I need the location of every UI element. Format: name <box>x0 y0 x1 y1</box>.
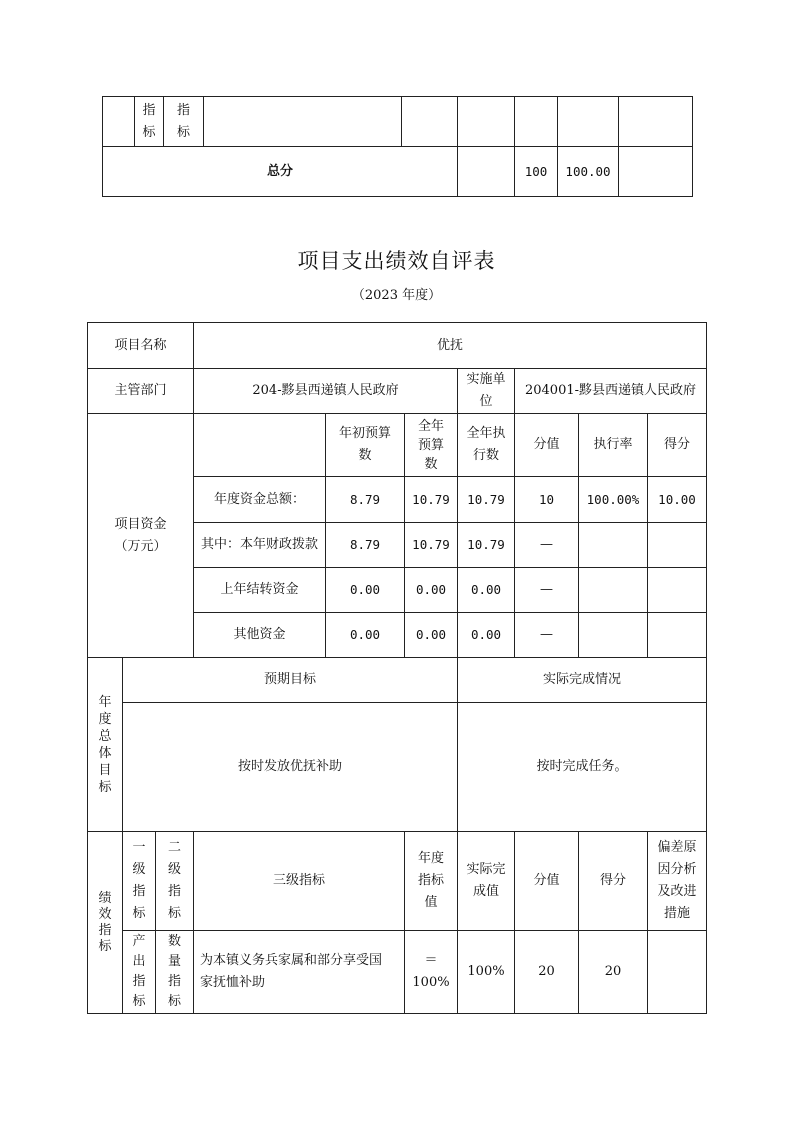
perf-indicator: 为本镇义务兵家属和部分享受国 家抚恤补助 <box>200 953 383 990</box>
fund-annual: 10.79 <box>412 491 450 507</box>
page-title: 项目支出绩效自评表 <box>297 249 496 273</box>
fund-executed: 0.00 <box>470 582 502 597</box>
project-name-value: 优抚 <box>436 337 463 353</box>
perf-deviation <box>648 931 706 1013</box>
total-score: 100.00 <box>565 163 611 179</box>
fund-rate <box>579 613 647 657</box>
perf-score-header: 得分 <box>599 873 626 888</box>
weight-header: 分值 <box>533 437 560 452</box>
fund-rate <box>579 568 647 612</box>
fund-rate <box>579 523 647 567</box>
exec-rate-header: 执行率 <box>593 437 633 452</box>
fund-weight: — <box>540 582 553 597</box>
fund-row-label: 年度资金总额： <box>213 491 305 507</box>
deviation-header: 偏差原 因分析 及改进 措施 <box>657 840 697 921</box>
fund-weight: — <box>540 627 553 642</box>
fund-initial: 0.00 <box>349 582 381 597</box>
initial-budget-header: 年初预算 数 <box>338 426 391 463</box>
annual-goal-label: 年 度 总 体 目 标 <box>98 694 112 795</box>
fund-weight: 10 <box>538 491 555 507</box>
score-header: 得分 <box>663 437 690 452</box>
expected-goal-header: 预期目标 <box>263 672 316 687</box>
expected-goal-text: 按时发放优抚补助 <box>237 759 342 774</box>
fund-score <box>648 613 706 657</box>
page-subtitle: （2023 年度） <box>351 288 442 303</box>
fund-score <box>648 568 706 612</box>
fund-executed: 10.79 <box>467 537 505 552</box>
perf-target: ＝ 100% <box>412 953 450 990</box>
fund-score: 10.00 <box>658 491 696 507</box>
fund-executed: 10.79 <box>467 491 505 507</box>
impl-unit-value: 204001-黟县西递镇人民政府 <box>524 383 697 398</box>
actual-result-text: 按时完成任务。 <box>536 759 628 774</box>
actual-result-header: 实际完成情况 <box>542 672 621 687</box>
annual-exec-header: 全年执 行数 <box>466 426 506 463</box>
prev-level2-cell: 指 标 <box>176 102 190 140</box>
fund-annual: 0.00 <box>415 582 447 597</box>
annual-budget-header: 全年 预算 数 <box>417 418 444 472</box>
perf-actual: 100% <box>467 964 505 979</box>
dept-label: 主管部门 <box>114 383 167 398</box>
fund-score <box>648 523 706 567</box>
target-header: 年度 指标 值 <box>417 851 444 910</box>
level3-header: 三级指标 <box>272 873 325 888</box>
perf-level2: 数 量 指 标 <box>167 934 181 1009</box>
dept-value: 204-黟县西递镇人民政府 <box>252 383 399 398</box>
funds-label: 项目资金 （万元） <box>114 516 167 554</box>
fund-row-label: 其他资金 <box>233 627 286 642</box>
perf-score: 20 <box>604 964 622 979</box>
total-weight: 100 <box>524 163 548 179</box>
fund-initial: 8.79 <box>349 537 381 552</box>
fund-weight: — <box>540 537 553 552</box>
total-label: 总分 <box>266 163 293 179</box>
perf-indicator-label: 绩 效 指 标 <box>98 890 112 954</box>
fund-row-label: 其中：本年财政拨款 <box>200 537 318 552</box>
fund-initial: 0.00 <box>349 627 381 642</box>
impl-unit-label: 实施单 位 <box>466 372 506 409</box>
fund-annual: 10.79 <box>412 537 450 552</box>
actual-value-header: 实际完 成值 <box>466 862 506 899</box>
fund-annual: 0.00 <box>415 627 447 642</box>
perf-weight-header: 分值 <box>533 873 560 888</box>
fund-rate: 100.00% <box>586 491 640 507</box>
fund-row-label: 上年结转资金 <box>220 582 299 597</box>
fund-executed: 0.00 <box>470 627 502 642</box>
project-name-label: 项目名称 <box>114 337 167 353</box>
level1-header: 一 级 指 标 <box>132 840 146 921</box>
fund-initial: 8.79 <box>349 491 381 507</box>
perf-weight: 20 <box>538 964 555 979</box>
prev-level1-cell: 指 标 <box>142 102 156 140</box>
level2-header: 二 级 指 标 <box>167 840 181 921</box>
perf-level1: 产 出 指 标 <box>132 934 146 1009</box>
